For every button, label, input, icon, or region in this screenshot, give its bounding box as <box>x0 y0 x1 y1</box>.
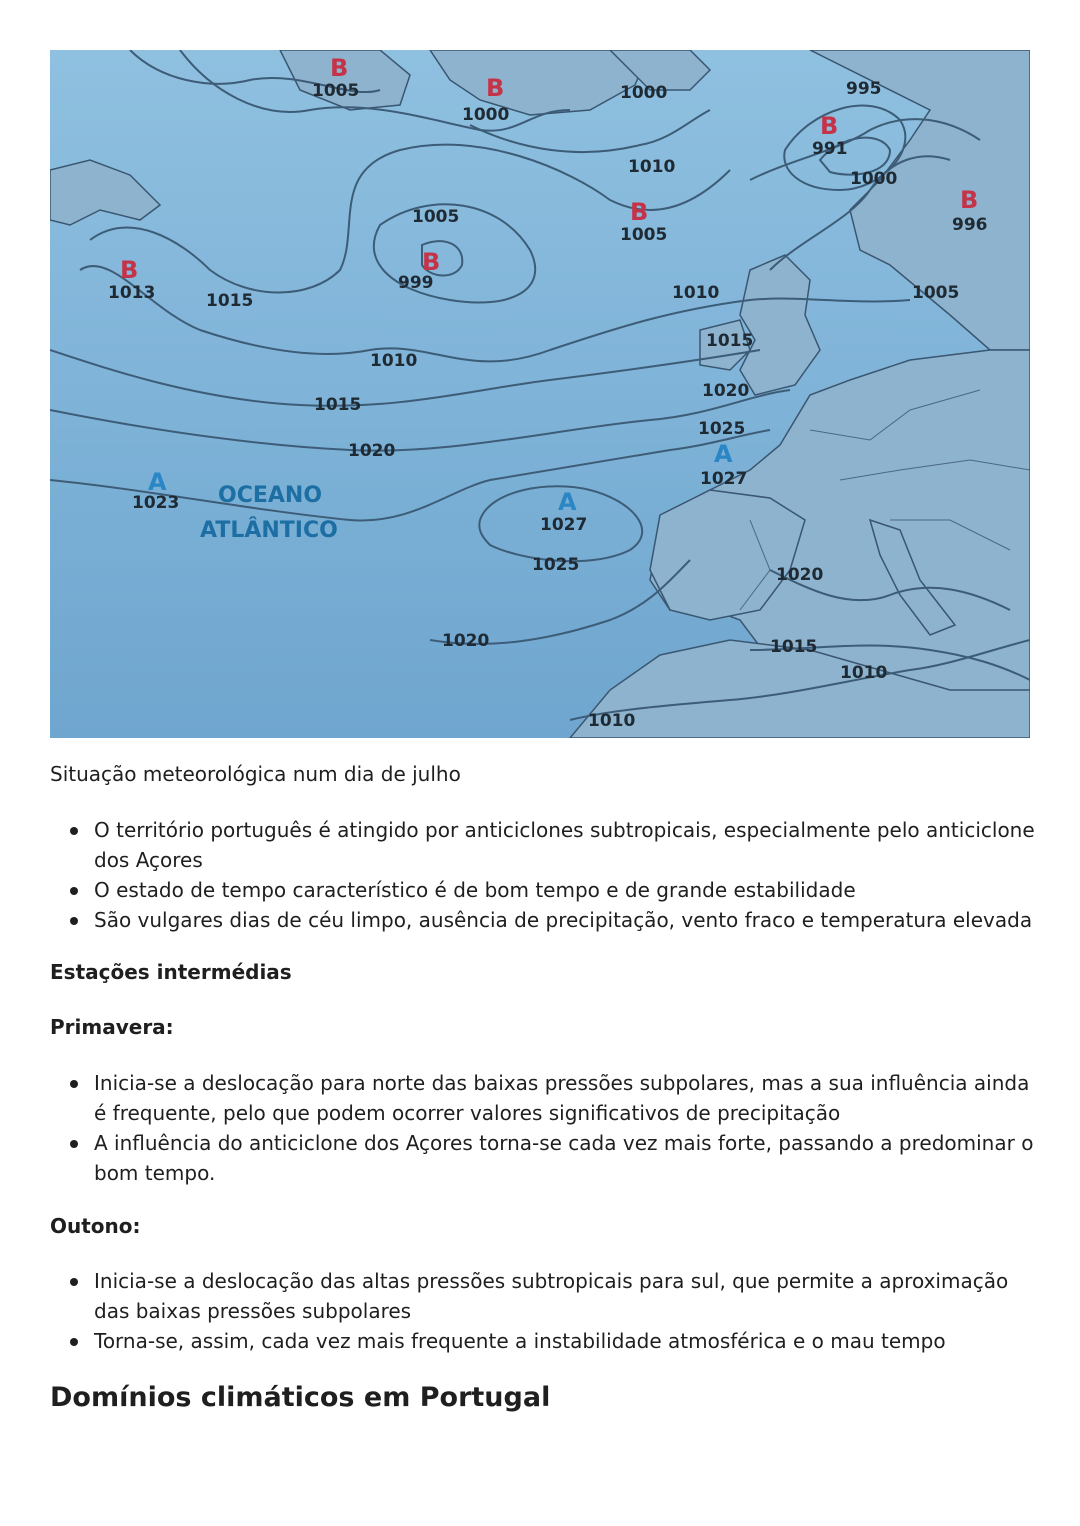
low-letter: B <box>820 112 839 140</box>
map-caption: Situação meteorológica num dia de julho <box>50 762 461 786</box>
list-item: São vulgares dias de céu limpo, ausência de precipitação, vento fraco e temperatura elevada <box>50 905 1035 935</box>
low-value: 1005 <box>620 225 668 245</box>
isobar-label: 1025 <box>698 419 746 439</box>
isobar-label: 1015 <box>314 395 362 415</box>
high-letter: A <box>558 488 577 516</box>
low-letter: B <box>486 74 505 102</box>
isobar-label: 1020 <box>702 381 750 401</box>
isobar-label: 1015 <box>706 331 754 351</box>
isobar-label: 1000 <box>620 83 668 103</box>
isobar-label: 1010 <box>672 283 720 303</box>
subheading-autumn: Outono: <box>50 1214 141 1238</box>
list-item: O território português é atingido por anticiclones subtropicais, especialmente pelo anticiclone dos Açores <box>50 815 1035 875</box>
list-item: Inicia-se a deslocação das altas pressões subtropicais para sul, que permite a aproximação das baixas pressões subpolares <box>50 1266 1035 1326</box>
low-letter: B <box>960 186 979 214</box>
low-value: 1005 <box>312 81 360 101</box>
isobar-label: 995 <box>846 79 882 99</box>
isobar-label: 1005 <box>912 283 960 303</box>
section-heading-domains: Domínios climáticos em Portugal <box>50 1382 551 1413</box>
high-value: 1027 <box>700 469 748 489</box>
low-letter: B <box>422 248 441 276</box>
isobar-label: 1025 <box>532 555 580 575</box>
isobar-label: 1020 <box>442 631 490 651</box>
isobar-label: 1010 <box>370 351 418 371</box>
isobar-label: 1010 <box>628 157 676 177</box>
low-value: 1000 <box>462 105 510 125</box>
isobar-label: 1015 <box>770 637 818 657</box>
list-item: O estado de tempo característico é de bom tempo e de grande estabilidade <box>50 875 1035 905</box>
section-heading-intermediate: Estações intermédias <box>50 960 292 984</box>
high-value: 1027 <box>540 515 588 535</box>
low-value: 999 <box>398 273 434 293</box>
isobar-label: 1010 <box>840 663 888 683</box>
low-letter: B <box>120 256 139 284</box>
isobar-label: 1000 <box>850 169 898 189</box>
spring-list <box>50 1068 1035 1188</box>
isobar-label: 1020 <box>776 565 824 585</box>
isobar-label: 1015 <box>206 291 254 311</box>
list-item: Inicia-se a deslocação para norte das baixas pressões subpolares, mas a sua influência ainda é frequente, pelo que podem ocorrer valores significativos de precipitação <box>50 1068 1035 1128</box>
high-value: 1023 <box>132 493 180 513</box>
isobar-label: 1020 <box>348 441 396 461</box>
low-value: 1013 <box>108 283 156 303</box>
weather-map <box>50 50 1030 738</box>
low-value: 996 <box>952 215 988 235</box>
ocean-label-line1: OCEANO <box>218 483 323 508</box>
isobar-label: 1005 <box>412 207 460 227</box>
list-item: A influência do anticiclone dos Açores torna-se cada vez mais forte, passando a predominar o bom tempo. <box>50 1128 1035 1188</box>
autumn-list <box>50 1266 1035 1356</box>
high-letter: A <box>714 440 733 468</box>
low-value: 991 <box>812 139 848 159</box>
summer-list <box>50 815 1035 935</box>
subheading-spring: Primavera: <box>50 1015 174 1039</box>
list-item: Torna-se, assim, cada vez mais frequente a instabilidade atmosférica e o mau tempo <box>50 1326 1035 1356</box>
high-letter: A <box>148 468 167 496</box>
low-letter: B <box>330 54 349 82</box>
ocean-label-line2: ATLÂNTICO <box>200 518 338 543</box>
isobar-label: 1010 <box>588 711 636 731</box>
low-letter: B <box>630 198 649 226</box>
